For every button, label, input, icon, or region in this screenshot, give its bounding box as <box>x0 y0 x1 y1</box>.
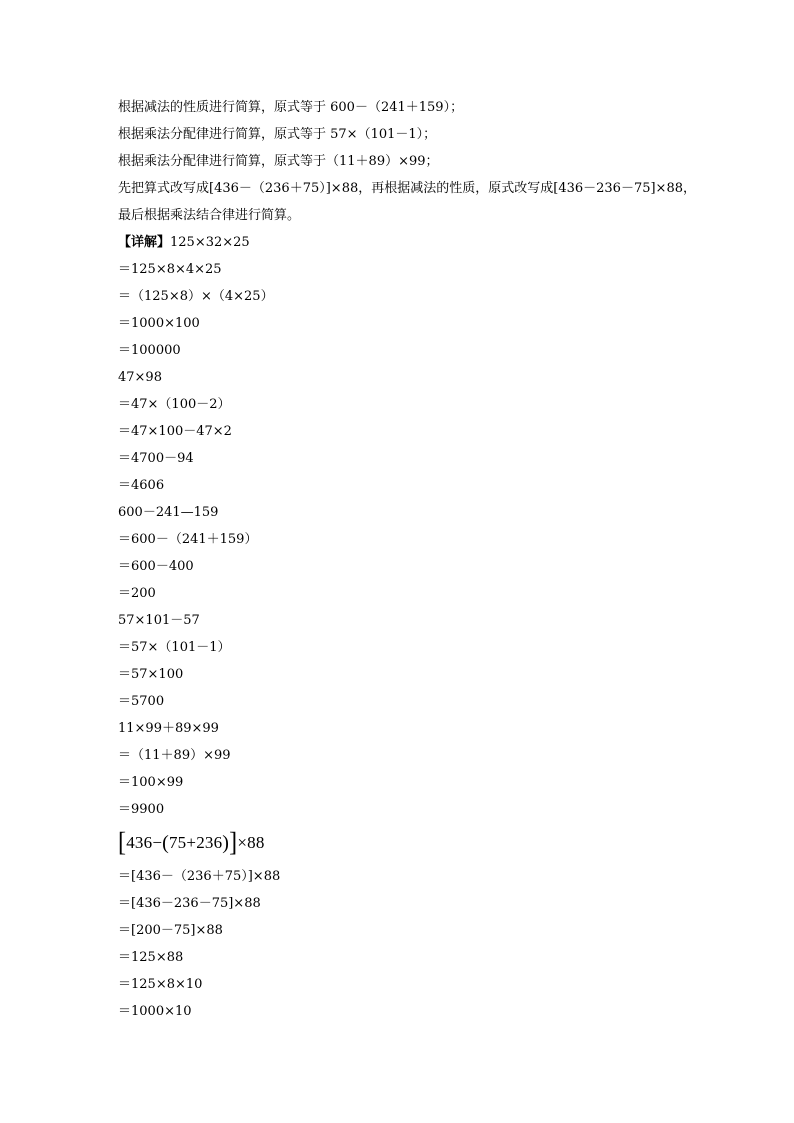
step-line: ＝125×8×4×25 <box>118 262 222 277</box>
step-line: ＝125×8×10 <box>118 977 203 992</box>
step-line: ＝47×（100－2） <box>118 397 231 412</box>
intro-line-4: 先把算式改写成[436－（236＋75）]×88，再根据减法的性质，原式改写成[436－236－75]×88，最后根据乘法结合律进行简算。 <box>118 181 696 223</box>
step-line: ＝47×100－47×2 <box>118 424 232 439</box>
formula-minus: − <box>152 833 163 852</box>
step-line: ＝100×99 <box>118 775 184 790</box>
detail-first-expression: 125×32×25 <box>170 235 250 250</box>
formula-close-paren: ) <box>222 832 230 854</box>
step-line: ＝57×100 <box>118 667 184 682</box>
step-line: ＝200 <box>118 586 156 601</box>
step-line: ＝100000 <box>118 343 181 358</box>
formula-term-b: 75 <box>168 833 187 852</box>
step-line: ＝4606 <box>118 478 165 493</box>
step-line: ＝[200－75]×88 <box>118 923 223 938</box>
step-line: ＝1000×10 <box>118 1004 192 1019</box>
math-formula <box>118 823 698 863</box>
step-line: ＝[436－236－75]×88 <box>118 896 261 911</box>
step-line: ＝5700 <box>118 694 165 709</box>
step-line: 57×101－57 <box>118 613 200 628</box>
intro-line-1: 根据减法的性质进行简算，原式等于 600－（241＋159）； <box>118 100 464 115</box>
step-line: ＝[436－（236＋75）]×88 <box>118 869 281 884</box>
step-line: ＝600－（241＋159） <box>118 532 258 547</box>
intro-line-2: 根据乘法分配律进行简算，原式等于 57×（101－1）； <box>118 127 437 142</box>
step-line: 47×98 <box>118 370 162 385</box>
formula-plus: + <box>186 833 197 852</box>
step-line: 600－241—159 <box>118 505 219 520</box>
step-line: 11×99＋89×99 <box>118 721 219 736</box>
step-line: ＝1000×100 <box>118 316 200 331</box>
step-line: ＝（125×8）×（4×25） <box>118 289 274 304</box>
step-line: ＝125×88 <box>118 950 184 965</box>
formula-term-a: 436 <box>126 833 153 852</box>
formula-term-c: 236 <box>196 833 223 852</box>
formula-tail: ×88 <box>237 833 265 852</box>
step-line: ＝57×（101－1） <box>118 640 231 655</box>
formula-close-bracket: ] <box>229 828 238 858</box>
detail-tag: 【详解】 <box>118 235 171 250</box>
detail-heading <box>118 229 698 256</box>
step-line: ＝600－400 <box>118 559 194 574</box>
formula-open-bracket: [ <box>118 828 127 858</box>
document-content <box>118 94 698 1025</box>
step-line: ＝4700－94 <box>118 451 194 466</box>
intro-line-3: 根据乘法分配律进行简算，原式等于（11＋89）×99； <box>118 154 439 169</box>
step-line: ＝（11＋89）×99 <box>118 748 231 763</box>
step-line: ＝9900 <box>118 802 165 817</box>
formula-open-paren: ( <box>162 832 169 854</box>
